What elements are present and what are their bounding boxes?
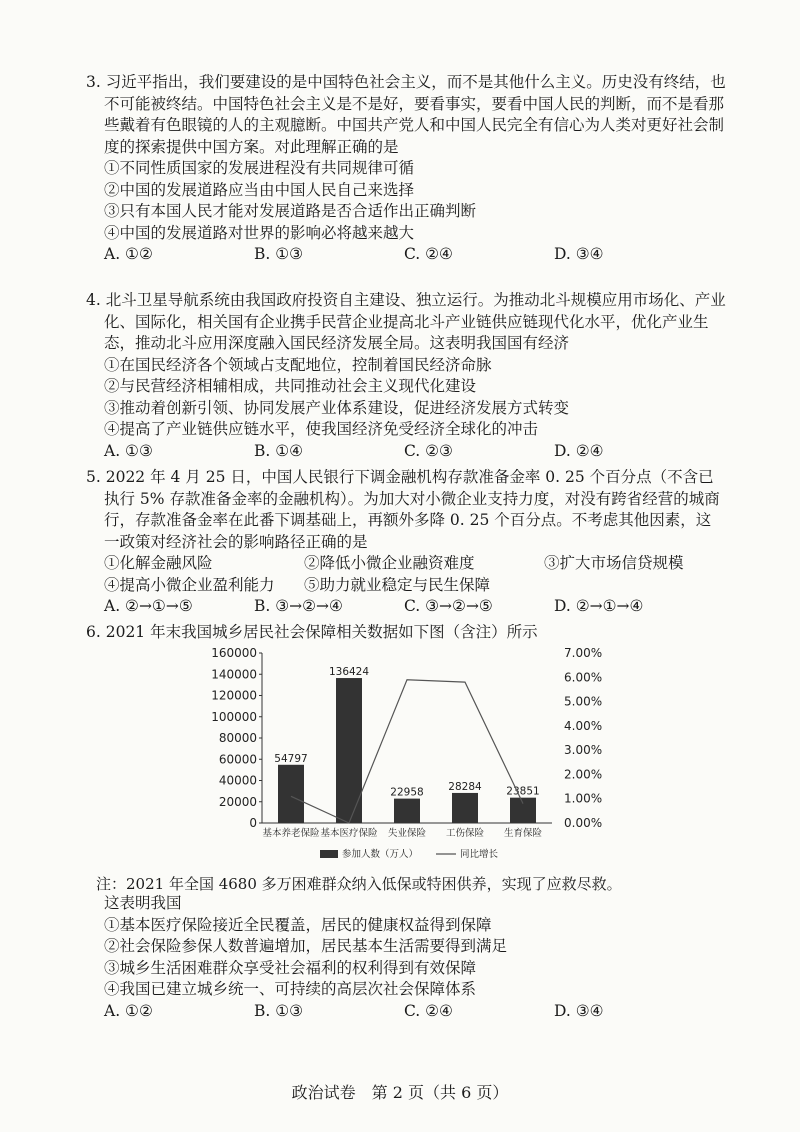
y2-tick-label: 2.00% xyxy=(564,767,603,782)
question-3-option: ④中国的发展道路对世界的影响必将越来越大 xyxy=(104,223,415,242)
question-6-option: ①基本医疗保险接近全民覆盖，居民的健康权益得到保障 xyxy=(104,915,492,934)
answer-c: C. ②④ xyxy=(404,245,453,263)
answer-c: C. ②④ xyxy=(404,1001,453,1020)
question-4-option: ④提高了产业链供应链水平，使我国经济免受经济全球化的冲击 xyxy=(104,420,539,438)
question-5-answers xyxy=(86,596,726,618)
question-5-option: ③扩大市场信贷规模 xyxy=(544,554,684,572)
y2-tick-label: 1.00% xyxy=(564,791,603,806)
question-6-option: ④我国已建立城乡统一、可持续的高层次社会保障体系 xyxy=(104,980,477,998)
social-security-chart xyxy=(200,645,620,870)
question-6-stem: 6. 2021 年末我国城乡居民社会保障相关数据如下图（含注）所示 xyxy=(86,623,538,641)
question-3 xyxy=(86,72,726,266)
x-tick-label: 基本养老保险 xyxy=(262,828,320,839)
y-tick-label: 100000 xyxy=(211,709,257,724)
question-5-stem: 5. 2022 年 4 月 25 日，中国人民银行下调金融机构存款准备金率 0. 25 个百分点（不含已执行 5% 存款准备金率的金融机构）。为加大对小微企业支持力度，对没有跨省经营的城商行，存款准备金率在此番下调基础上，再额外多降 0. 25 个百分点。不考虑其他因素，这一政策对经济社会的影响路径正确的是 xyxy=(86,468,720,551)
question-5 xyxy=(86,467,726,618)
bar xyxy=(394,799,420,823)
question-3-answers xyxy=(86,244,726,266)
question-6-body xyxy=(86,893,726,1022)
question-6-lead: 这表明我国 xyxy=(104,894,182,912)
answer-a: A. ②→①→⑤ xyxy=(104,597,193,615)
legend-bar-label: 参加人数（万人） xyxy=(342,849,419,860)
y2-tick-label: 3.00% xyxy=(564,743,603,758)
question-3-option: ②中国的发展道路应当由中国人民自己来选择 xyxy=(104,180,415,199)
answer-a: A. ①② xyxy=(104,245,153,263)
page-footer: 政治试卷 第 2 页（共 6 页） xyxy=(291,1083,509,1102)
question-5-option: ⑤助力就业稳定与民生保障 xyxy=(304,575,491,594)
y-tick-label: 0 xyxy=(249,816,257,830)
question-3-option: ①不同性质国家的发展进程没有共同规律可循 xyxy=(104,159,415,177)
question-4-option: ③推动着创新引领、协同发展产业体系建设，促进经济发展方式转变 xyxy=(104,398,570,417)
y2-tick-label: 5.00% xyxy=(564,694,603,709)
answer-c: C. ③→②→⑤ xyxy=(404,597,493,615)
y-tick-label: 40000 xyxy=(218,773,257,788)
x-tick-label: 失业保险 xyxy=(387,828,427,839)
question-6 xyxy=(86,622,726,644)
bar xyxy=(278,765,304,823)
question-5-option: ①化解金融风险 xyxy=(104,554,213,572)
y2-tick-label: 7.00% xyxy=(564,646,603,660)
question-6-answers xyxy=(86,1001,726,1023)
x-tick-label: 工伤保险 xyxy=(445,828,485,839)
bar-data-label: 22958 xyxy=(390,786,424,799)
chart-note: 注：2021 年全国 4680 多万困难群众纳入低保或特困供养，实现了应救尽救。 xyxy=(96,875,622,893)
bar-data-label: 28284 xyxy=(448,780,482,793)
chart-svg xyxy=(200,645,620,870)
question-5-option: ②降低小微企业融资难度 xyxy=(304,554,475,572)
bar-data-label: 136424 xyxy=(328,666,370,679)
y-tick-label: 80000 xyxy=(218,731,257,745)
x-tick-label: 生育保险 xyxy=(503,828,543,839)
answer-d: D. ②④ xyxy=(554,441,604,460)
question-4-option: ②与民营经济相辅相成，共同推动社会主义现代化建设 xyxy=(104,377,477,395)
legend-bar-swatch xyxy=(320,850,338,858)
question-5-options-row1 xyxy=(86,553,726,575)
question-4-answers xyxy=(86,441,726,463)
y-tick-label: 60000 xyxy=(218,752,257,767)
bar-data-label: 54797 xyxy=(274,752,308,765)
answer-b: B. ①③ xyxy=(254,1001,304,1020)
question-4-stem: 4. 北斗卫星导航系统由我国政府投资自主建设、独立运行。为推动北斗规模应用市场化、产业化、国际化，相关国有企业携手民营企业提高北斗产业链供应链现代化水平，优化产业生态，推动北斗应用深度融入国民经济发展全局。这表明我国国有经济 xyxy=(86,291,726,352)
bar-data-label: 23851 xyxy=(506,785,540,798)
answer-b: B. ①③ xyxy=(254,245,304,263)
y-tick-label: 20000 xyxy=(218,794,257,809)
question-5-option: ④提高小微企业盈利能力 xyxy=(104,575,275,594)
answer-c: C. ②③ xyxy=(404,441,453,460)
question-4-option: ①在国民经济各个领域占支配地位，控制着国民经济命脉 xyxy=(104,355,492,374)
legend-line-label: 同比增长 xyxy=(460,849,499,860)
y-tick-label: 120000 xyxy=(211,688,257,703)
answer-d: D. ③④ xyxy=(554,245,604,263)
y2-tick-label: 6.00% xyxy=(564,670,603,685)
bar xyxy=(510,798,536,823)
y2-tick-label: 4.00% xyxy=(564,718,603,733)
question-4 xyxy=(86,290,726,462)
answer-d: D. ③④ xyxy=(554,1001,604,1020)
answer-d: D. ②→①→④ xyxy=(554,597,644,615)
answer-a: A. ①② xyxy=(104,1001,153,1020)
y-tick-label: 140000 xyxy=(211,667,257,682)
question-6-option: ③城乡生活困难群众享受社会福利的权利得到有效保障 xyxy=(104,958,477,977)
answer-b: B. ③→②→④ xyxy=(254,597,343,615)
question-6-option: ②社会保险参保人数普遍增加，居民基本生活需要得到满足 xyxy=(104,937,508,955)
bar xyxy=(452,793,478,823)
answer-a: A. ①③ xyxy=(104,441,153,460)
question-3-stem: 3. 习近平指出，我们要建设的是中国特色社会主义，而不是其他什么主义。历史没有终结，也不可能被终结。中国特色社会主义是不是好，要看事实，要看中国人民的判断，而不是看那些戴着有色眼镜的人的主观臆断。中国共产党人和中国人民完全有信心为人类对更好社会制度的探索提供中国方案。对此理解正确的是 xyxy=(86,73,726,156)
y-tick-label: 160000 xyxy=(211,646,257,660)
y2-tick-label: 0.00% xyxy=(564,816,603,830)
answer-b: B. ①④ xyxy=(254,441,304,460)
question-5-options-row2 xyxy=(86,575,726,597)
question-3-option: ③只有本国人民才能对发展道路是否合适作出正确判断 xyxy=(104,202,477,220)
x-tick-label: 基本医疗保险 xyxy=(320,828,378,839)
